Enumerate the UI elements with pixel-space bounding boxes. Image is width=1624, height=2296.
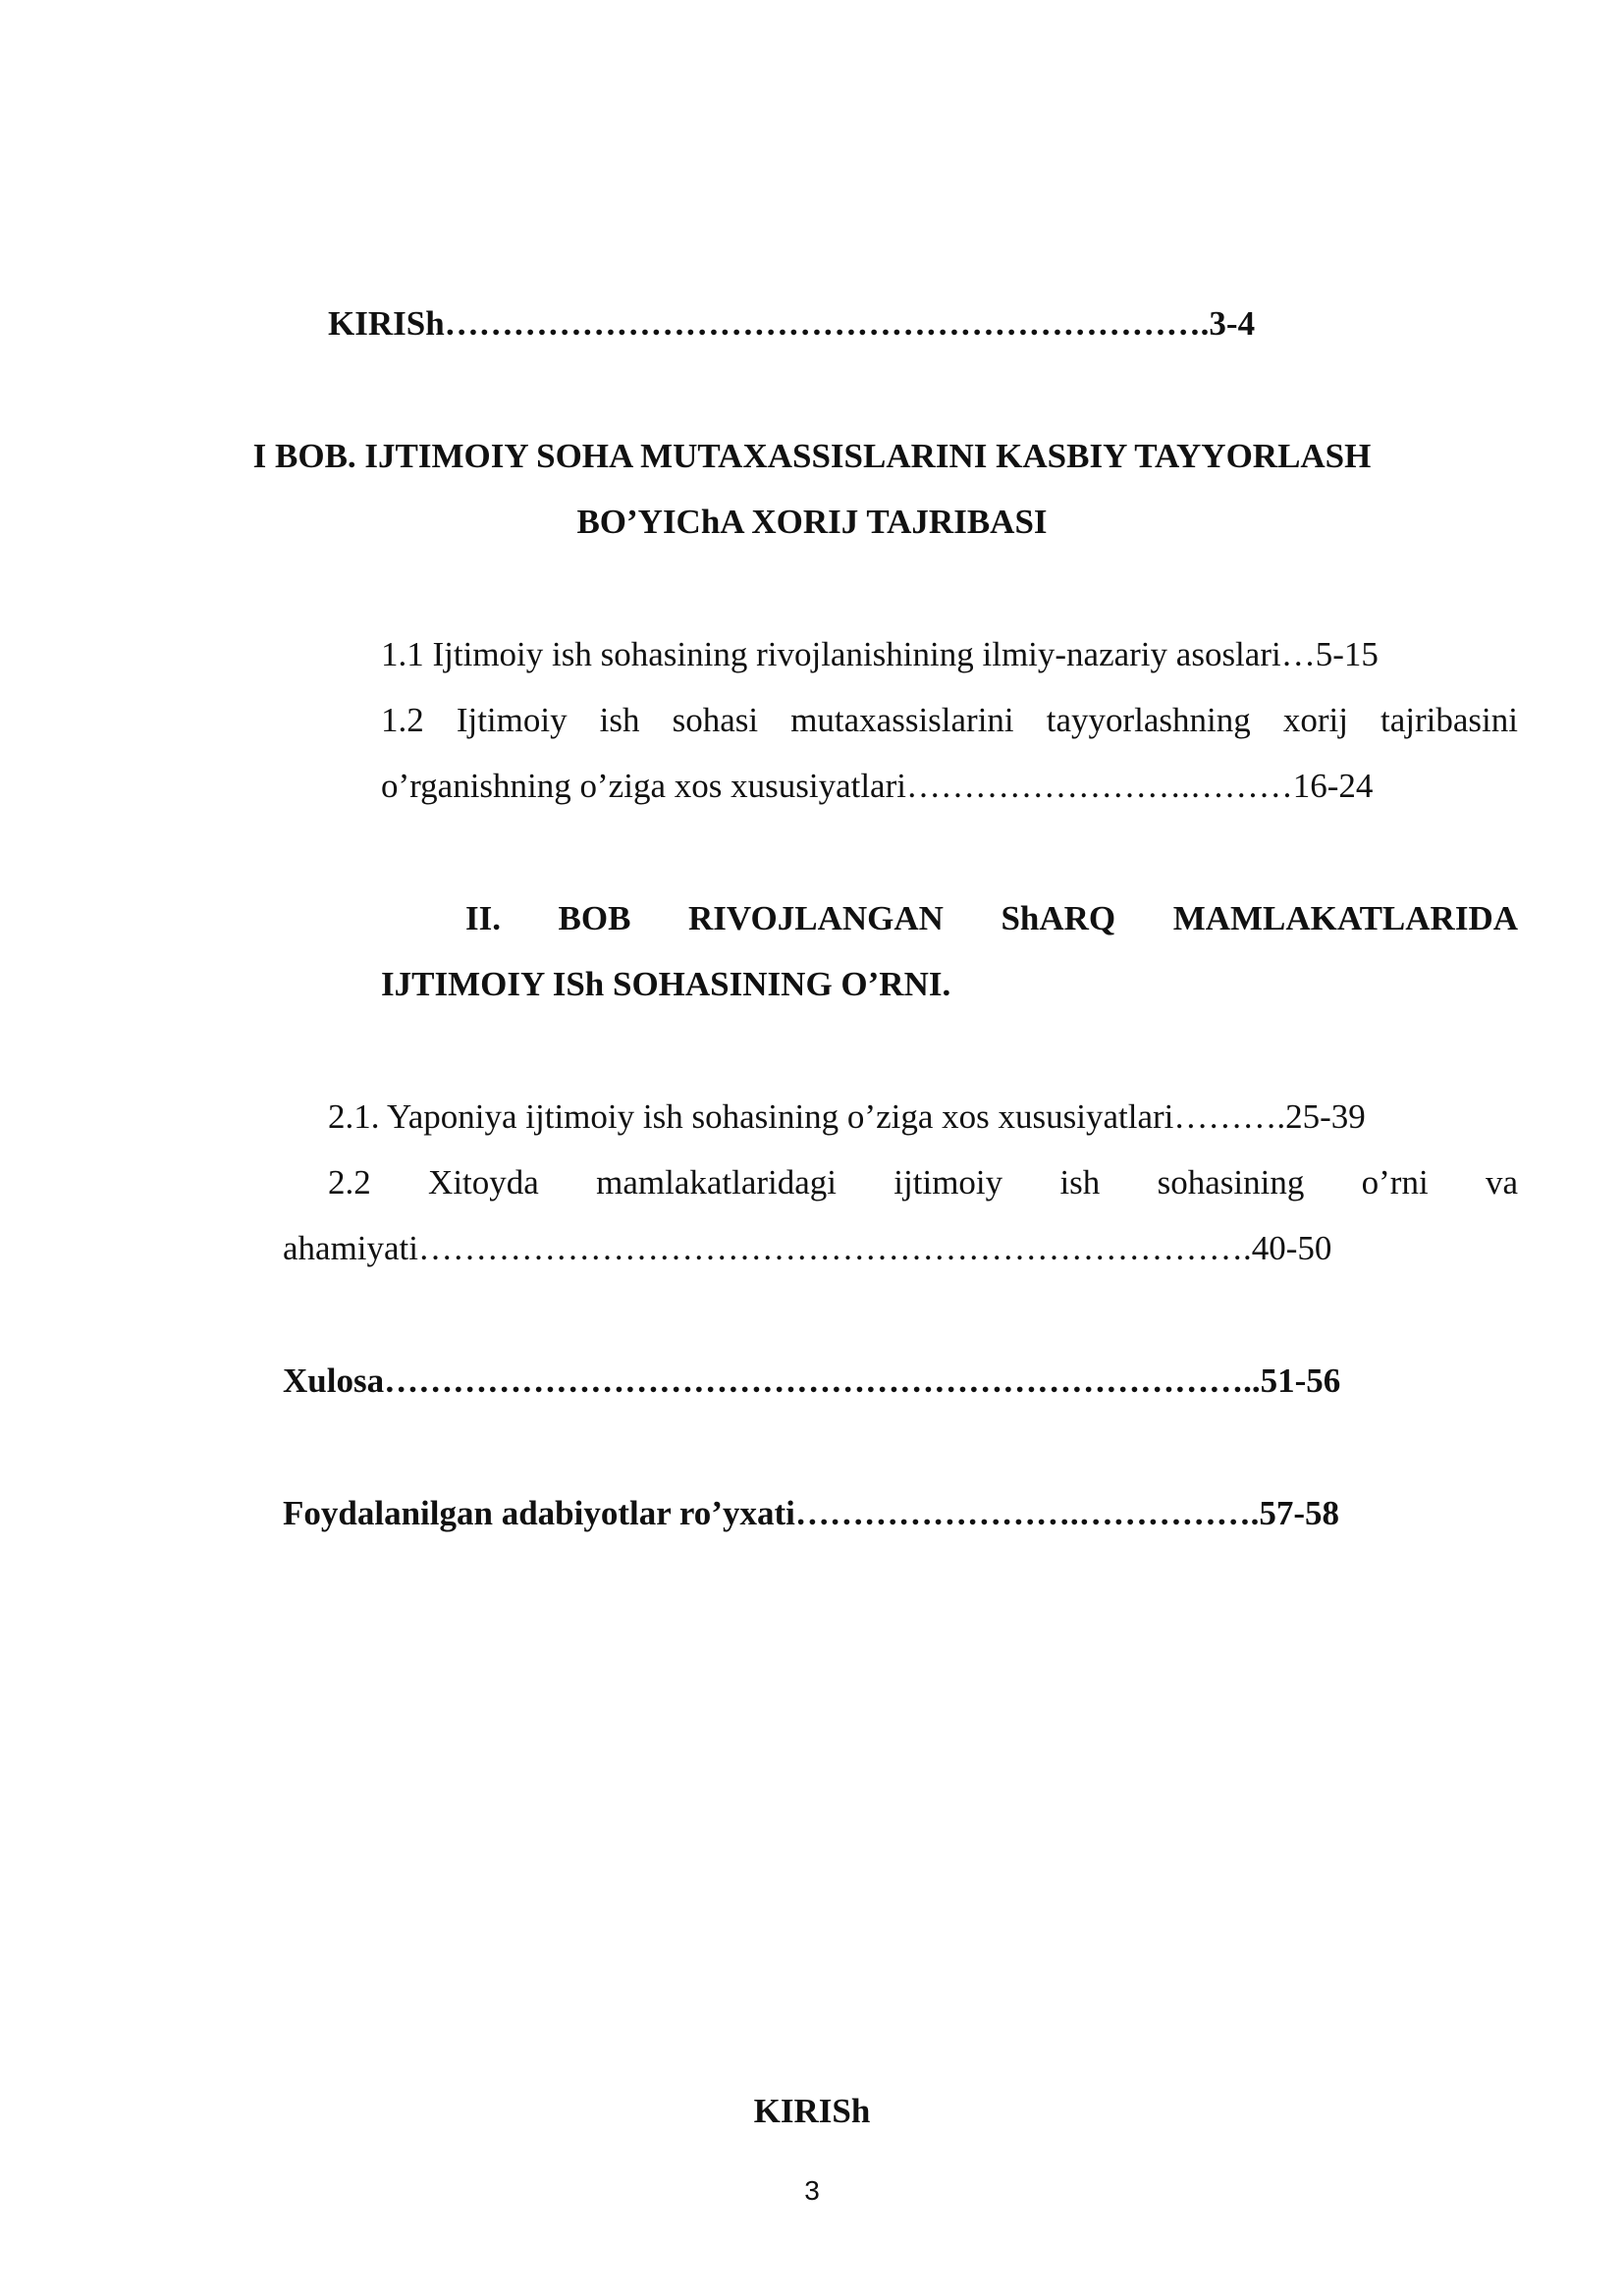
- toc-entry-2-2-line-1: 2.2 Xitoyda mamlakatlaridagi ijtimoiy ish sohasining o’rni va: [328, 1163, 1518, 1201]
- chapter-1-title-line-2: BO’YIChA XORIJ TAJRIBASI: [576, 503, 1048, 541]
- toc-entry-1-2-line-2: o’rganishning o’ziga xos xususiyatlari…………………….………16-24: [381, 767, 1374, 805]
- chapter-1-title-line-1: I BOB. IJTIMOIY SOHA MUTAXASSISLARINI KASBIY TAYYORLASH: [252, 437, 1372, 475]
- toc-entry-1-1: 1.1 Ijtimoiy ish sohasining rivojlanishining ilmiy-nazariy asoslari…5-15: [381, 635, 1379, 673]
- chapter-2-title-line-1: II. BOB RIVOJLANGAN ShARQ MAMLAKATLARIDA: [465, 899, 1518, 937]
- next-section-heading: KIRISh: [753, 2092, 871, 2130]
- chapter-2-title-line-2: IJTIMOIY ISh SOHASINING O’RNI.: [381, 965, 951, 1003]
- toc-entry-2-1: 2.1. Yaponiya ijtimoiy ish sohasining o’ziga xos xususiyatlari……….25-39: [328, 1097, 1366, 1136]
- toc-entry-2-2-line-2: ahamiyati……………………………………………………………….40-50: [283, 1229, 1332, 1267]
- toc-entry-xulosa: Xulosa…………………………………………………………………..51-56: [283, 1362, 1341, 1400]
- toc-entry-1-2-line-1: 1.2 Ijtimoiy ish sohasi mutaxassislarini tayyorlashning xorij tajribasini: [381, 701, 1518, 739]
- page-number: 3: [804, 2175, 820, 2206]
- toc-entry-adabiyotlar: Foydalanilgan adabiyotlar ro’yxati…………………….…………….57-58: [283, 1494, 1339, 1532]
- toc-entry-kirish: KIRISh………………………………………………………….3-4: [328, 304, 1256, 343]
